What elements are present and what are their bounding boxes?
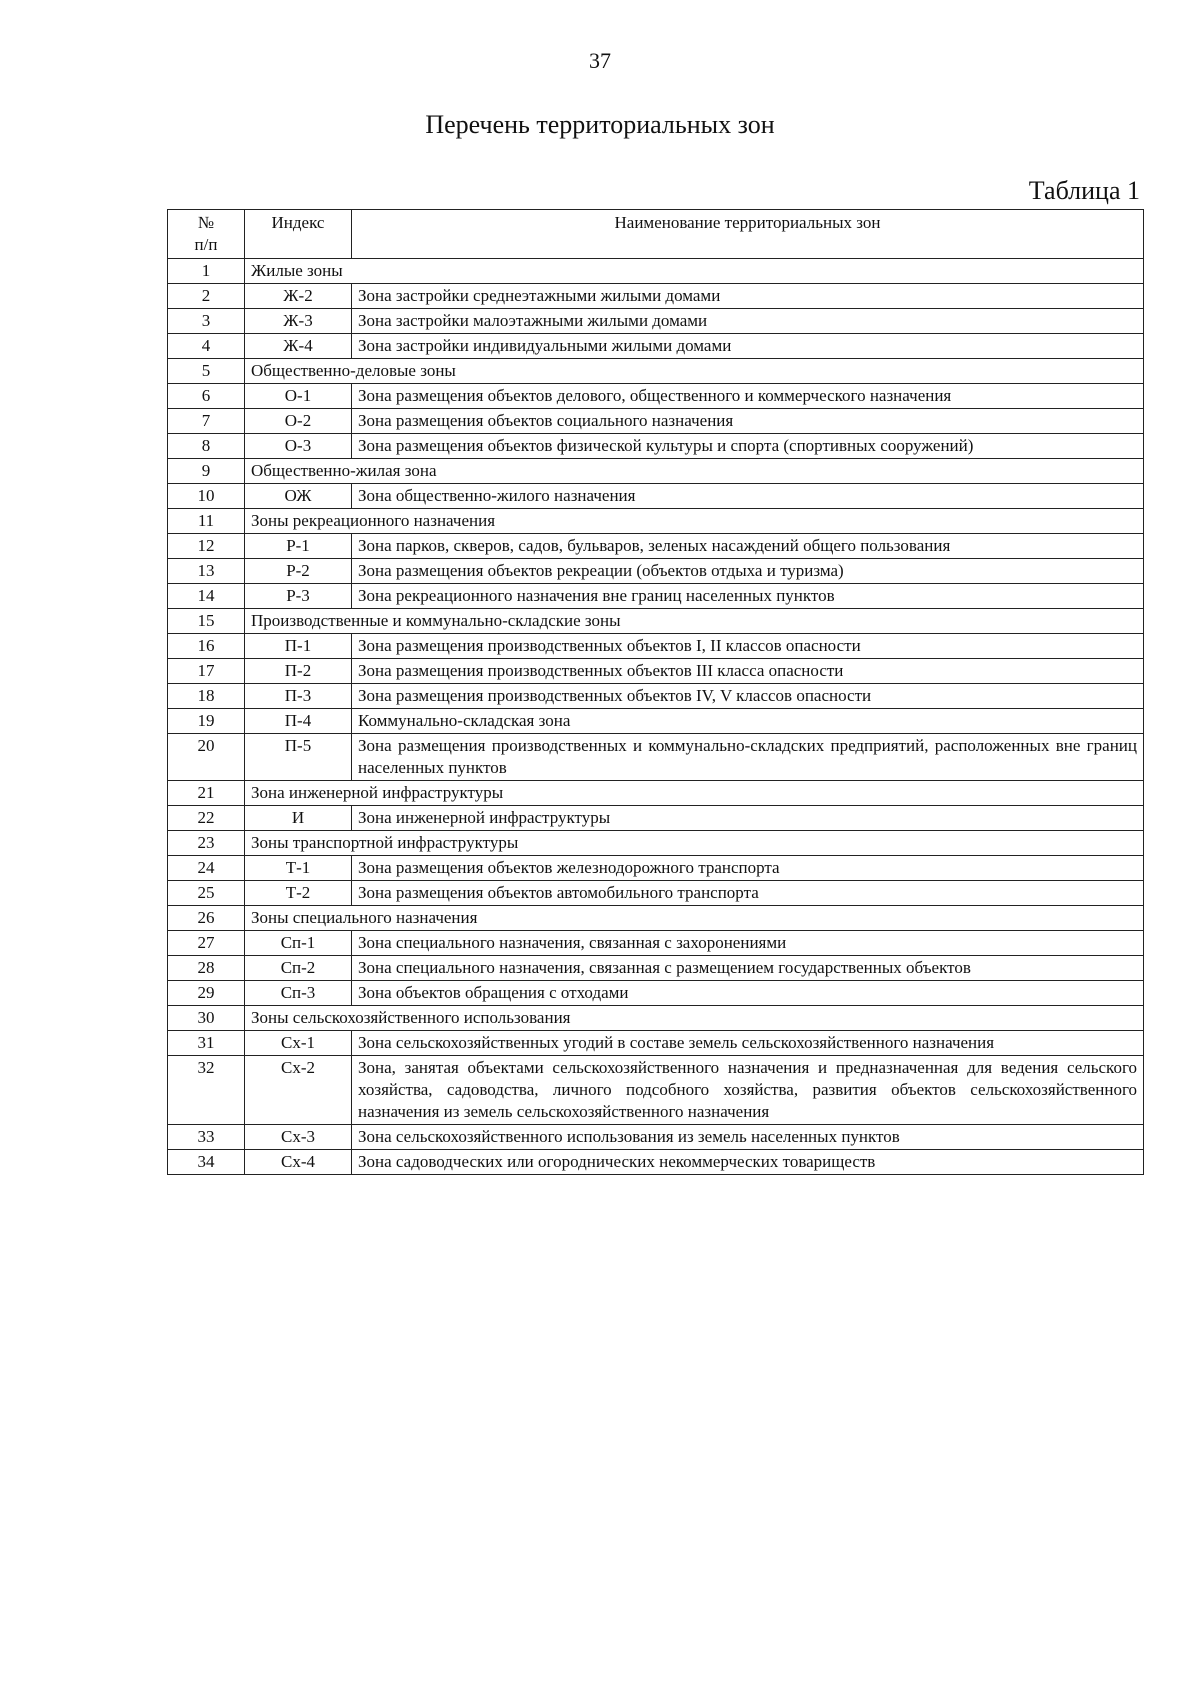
zone-name: Зона размещения производственных объектов I, II классов опасности bbox=[352, 634, 1144, 659]
zone-index: Р-2 bbox=[245, 559, 352, 584]
zone-name: Зона размещения производственных и коммунально-складских предприятий, расположенных вне границ населенных пунктов bbox=[352, 734, 1144, 781]
page-number: 37 bbox=[589, 48, 611, 73]
zone-index: Сп-2 bbox=[245, 956, 352, 981]
header-zone-name: Наименование территориальных зон bbox=[352, 210, 1144, 259]
zone-row bbox=[168, 1056, 1144, 1125]
row-number: 28 bbox=[168, 956, 245, 981]
row-number: 1 bbox=[168, 259, 245, 284]
zone-index: Сх-3 bbox=[245, 1125, 352, 1150]
row-number: 7 bbox=[168, 409, 245, 434]
zone-name: Зона инженерной инфраструктуры bbox=[352, 806, 1144, 831]
table-body bbox=[168, 259, 1144, 1175]
zone-row bbox=[168, 659, 1144, 684]
zone-index: П-4 bbox=[245, 709, 352, 734]
row-number: 19 bbox=[168, 709, 245, 734]
table-header-row bbox=[168, 210, 1144, 259]
zone-name: Зона размещения объектов рекреации (объектов отдыха и туризма) bbox=[352, 559, 1144, 584]
zone-group-title: Производственные и коммунально-складские зоны bbox=[245, 609, 1144, 634]
zone-index: П-2 bbox=[245, 659, 352, 684]
zone-index: Т-1 bbox=[245, 856, 352, 881]
zone-index: Р-3 bbox=[245, 584, 352, 609]
zone-group-row bbox=[168, 781, 1144, 806]
zone-group-row bbox=[168, 906, 1144, 931]
zone-index: Ж-4 bbox=[245, 334, 352, 359]
zone-row bbox=[168, 881, 1144, 906]
zone-row bbox=[168, 534, 1144, 559]
header-number bbox=[168, 210, 245, 259]
row-number: 8 bbox=[168, 434, 245, 459]
zone-group-title: Зоны рекреационного назначения bbox=[245, 509, 1144, 534]
zone-name: Зона застройки индивидуальными жилыми домами bbox=[352, 334, 1144, 359]
row-number: 24 bbox=[168, 856, 245, 881]
zone-name: Зона размещения производственных объектов IV, V классов опасности bbox=[352, 684, 1144, 709]
zone-row bbox=[168, 1125, 1144, 1150]
zone-name: Зона рекреационного назначения вне границ населенных пунктов bbox=[352, 584, 1144, 609]
zone-group-row bbox=[168, 831, 1144, 856]
zone-row bbox=[168, 734, 1144, 781]
zone-row bbox=[168, 384, 1144, 409]
zone-index: Сп-3 bbox=[245, 981, 352, 1006]
row-number: 25 bbox=[168, 881, 245, 906]
row-number: 16 bbox=[168, 634, 245, 659]
row-number: 12 bbox=[168, 534, 245, 559]
zone-name: Зона сельскохозяйственных угодий в составе земель сельскохозяйственного назначения bbox=[352, 1031, 1144, 1056]
zone-name: Зона размещения производственных объектов III класса опасности bbox=[352, 659, 1144, 684]
row-number: 14 bbox=[168, 584, 245, 609]
zone-row bbox=[168, 409, 1144, 434]
zone-index: Сх-4 bbox=[245, 1150, 352, 1175]
zone-index: О-2 bbox=[245, 409, 352, 434]
zone-name: Зона специального назначения, связанная с захоронениями bbox=[352, 931, 1144, 956]
zone-name: Зона парков, скверов, садов, бульваров, зеленых насаждений общего пользования bbox=[352, 534, 1144, 559]
zone-name: Зона размещения объектов физической культуры и спорта (спортивных сооружений) bbox=[352, 434, 1144, 459]
row-number: 20 bbox=[168, 734, 245, 781]
zone-group-title: Зоны транспортной инфраструктуры bbox=[245, 831, 1144, 856]
row-number: 22 bbox=[168, 806, 245, 831]
zone-group-title: Зоны специального назначения bbox=[245, 906, 1144, 931]
zone-name: Коммунально-складская зона bbox=[352, 709, 1144, 734]
zone-name: Зона общественно-жилого назначения bbox=[352, 484, 1144, 509]
row-number: 30 bbox=[168, 1006, 245, 1031]
row-number: 13 bbox=[168, 559, 245, 584]
row-number: 5 bbox=[168, 359, 245, 384]
zone-index: Сх-2 bbox=[245, 1056, 352, 1125]
zone-name: Зона застройки малоэтажными жилыми домами bbox=[352, 309, 1144, 334]
zone-group-row bbox=[168, 459, 1144, 484]
zone-row bbox=[168, 981, 1144, 1006]
zone-index: И bbox=[245, 806, 352, 831]
zone-group-title: Общественно-деловые зоны bbox=[245, 359, 1144, 384]
zone-index: Сп-1 bbox=[245, 931, 352, 956]
row-number: 11 bbox=[168, 509, 245, 534]
zone-row bbox=[168, 931, 1144, 956]
row-number: 6 bbox=[168, 384, 245, 409]
zone-row bbox=[168, 1031, 1144, 1056]
zone-group-row bbox=[168, 1006, 1144, 1031]
zone-row bbox=[168, 956, 1144, 981]
zone-group-row bbox=[168, 509, 1144, 534]
territorial-zones-table bbox=[167, 209, 1144, 1175]
header-number-symbol: № bbox=[197, 213, 215, 232]
row-number: 31 bbox=[168, 1031, 245, 1056]
zone-index: О-1 bbox=[245, 384, 352, 409]
zone-group-row bbox=[168, 359, 1144, 384]
table-caption: Таблица 1 bbox=[1028, 176, 1140, 205]
zone-index: Т-2 bbox=[245, 881, 352, 906]
zone-index: ОЖ bbox=[245, 484, 352, 509]
zone-row bbox=[168, 856, 1144, 881]
zone-row bbox=[168, 806, 1144, 831]
row-number: 9 bbox=[168, 459, 245, 484]
zone-group-row bbox=[168, 259, 1144, 284]
zone-index: Сх-1 bbox=[245, 1031, 352, 1056]
zone-row bbox=[168, 684, 1144, 709]
row-number: 2 bbox=[168, 284, 245, 309]
row-number: 29 bbox=[168, 981, 245, 1006]
document-title: Перечень территориальных зон bbox=[425, 110, 775, 139]
row-number: 26 bbox=[168, 906, 245, 931]
zone-group-title: Зоны сельскохозяйственного использования bbox=[245, 1006, 1144, 1031]
row-number: 10 bbox=[168, 484, 245, 509]
row-number: 17 bbox=[168, 659, 245, 684]
row-number: 18 bbox=[168, 684, 245, 709]
zone-row bbox=[168, 309, 1144, 334]
zone-index: Ж-3 bbox=[245, 309, 352, 334]
zone-name: Зона застройки среднеэтажными жилыми домами bbox=[352, 284, 1144, 309]
row-number: 4 bbox=[168, 334, 245, 359]
zone-index: П-5 bbox=[245, 734, 352, 781]
zone-row bbox=[168, 484, 1144, 509]
zone-name: Зона специального назначения, связанная с размещением государственных объектов bbox=[352, 956, 1144, 981]
zone-row bbox=[168, 284, 1144, 309]
zone-name: Зона размещения объектов железнодорожного транспорта bbox=[352, 856, 1144, 881]
header-number-abbr: п/п bbox=[194, 235, 218, 254]
zone-name: Зона, занятая объектами сельскохозяйственного назначения и предназначенная для ведения сельского хозяйства, садоводства, личного подсобного хозяйства, развития объектов сельскохозяйственного назначения из земель сельскохозяйственного назначения bbox=[352, 1056, 1144, 1125]
header-index: Индекс bbox=[245, 210, 352, 259]
zone-name: Зона размещения объектов делового, общественного и коммерческого назначения bbox=[352, 384, 1144, 409]
zone-row bbox=[168, 334, 1144, 359]
zone-index: О-3 bbox=[245, 434, 352, 459]
zone-index: Ж-2 bbox=[245, 284, 352, 309]
zone-index: П-3 bbox=[245, 684, 352, 709]
zone-group-row bbox=[168, 609, 1144, 634]
row-number: 27 bbox=[168, 931, 245, 956]
zone-group-title: Жилые зоны bbox=[245, 259, 1144, 284]
zone-group-title: Зона инженерной инфраструктуры bbox=[245, 781, 1144, 806]
zone-name: Зона размещения объектов автомобильного транспорта bbox=[352, 881, 1144, 906]
row-number: 15 bbox=[168, 609, 245, 634]
zone-row bbox=[168, 584, 1144, 609]
zone-name: Зона объектов обращения с отходами bbox=[352, 981, 1144, 1006]
row-number: 23 bbox=[168, 831, 245, 856]
row-number: 32 bbox=[168, 1056, 245, 1125]
zone-group-title: Общественно-жилая зона bbox=[245, 459, 1144, 484]
zone-row bbox=[168, 1150, 1144, 1175]
zone-name: Зона садоводческих или огороднических некоммерческих товариществ bbox=[352, 1150, 1144, 1175]
zone-row bbox=[168, 634, 1144, 659]
zone-row bbox=[168, 559, 1144, 584]
zone-row bbox=[168, 709, 1144, 734]
row-number: 34 bbox=[168, 1150, 245, 1175]
row-number: 21 bbox=[168, 781, 245, 806]
zone-row bbox=[168, 434, 1144, 459]
row-number: 3 bbox=[168, 309, 245, 334]
zone-name: Зона размещения объектов социального назначения bbox=[352, 409, 1144, 434]
zone-index: П-1 bbox=[245, 634, 352, 659]
zone-name: Зона сельскохозяйственного использования из земель населенных пунктов bbox=[352, 1125, 1144, 1150]
row-number: 33 bbox=[168, 1125, 245, 1150]
zone-index: Р-1 bbox=[245, 534, 352, 559]
